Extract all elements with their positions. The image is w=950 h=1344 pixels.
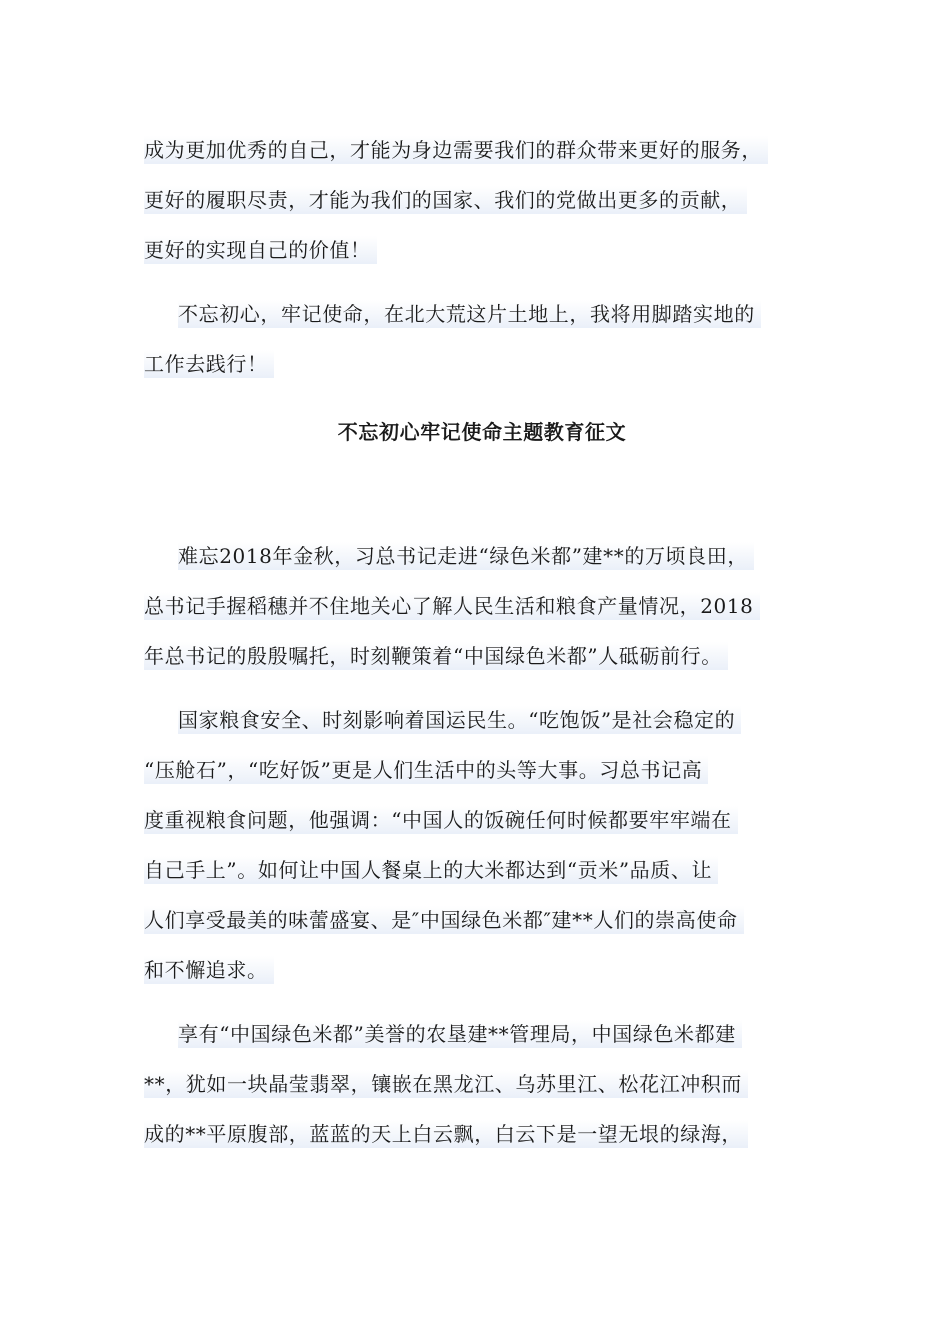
text-line: 难忘2018年金秋，习总书记走进“绿色米都”建**的万顷良田， [178,542,754,570]
text-line: 享有“中国绿色米都”美誉的农垦建**管理局，中国绿色米都建 [178,1020,742,1048]
text-line: 工作去践行！ [144,350,274,378]
text-line: 总书记手握稻穗并不住地关心了解人民生活和粮食产量情况，2018 [144,592,760,620]
text-line: 和不懈追求。 [144,956,274,984]
text-line: 人们享受最美的味蕾盛宴、是″中国绿色米都″建**人们的崇高使命 [144,906,744,934]
text-line: “压舱石”，“吃好饭”更是人们生活中的头等大事。习总书记高 [144,756,708,784]
text-line: 更好的履职尽责，才能为我们的国家、我们的党做出更多的贡献， [144,186,747,214]
text-line: 不忘初心，牢记使命，在北大荒这片土地上，我将用脚踏实地的 [178,300,761,328]
text-line: **，犹如一块晶莹翡翠，镶嵌在黑龙江、乌苏里江、松花江冲积而 [144,1070,748,1098]
text-line: 国家粮食安全、时刻影响着国运民生。“吃饱饭”是社会稳定的 [178,706,741,734]
essay-title: 不忘初心牢记使命主题教育征文 [337,420,627,444]
text-line: 更好的实现自己的价值！ [144,236,377,264]
text-line: 度重视粮食问题，他强调：“中国人的饭碗任何时候都要牢牢端在 [144,806,738,834]
text-line: 成为更加优秀的自己，才能为身边需要我们的群众带来更好的服务， [144,136,768,164]
text-line: 自己手上”。如何让中国人餐桌上的大米都达到“贡米”品质、让 [144,856,718,884]
text-line: 成的**平原腹部，蓝蓝的天上白云飘，白云下是一望无垠的绿海， [144,1120,748,1148]
text-line: 年总书记的殷殷嘱托，时刻鞭策着“中国绿色米都”人砥砺前行。 [144,642,728,670]
